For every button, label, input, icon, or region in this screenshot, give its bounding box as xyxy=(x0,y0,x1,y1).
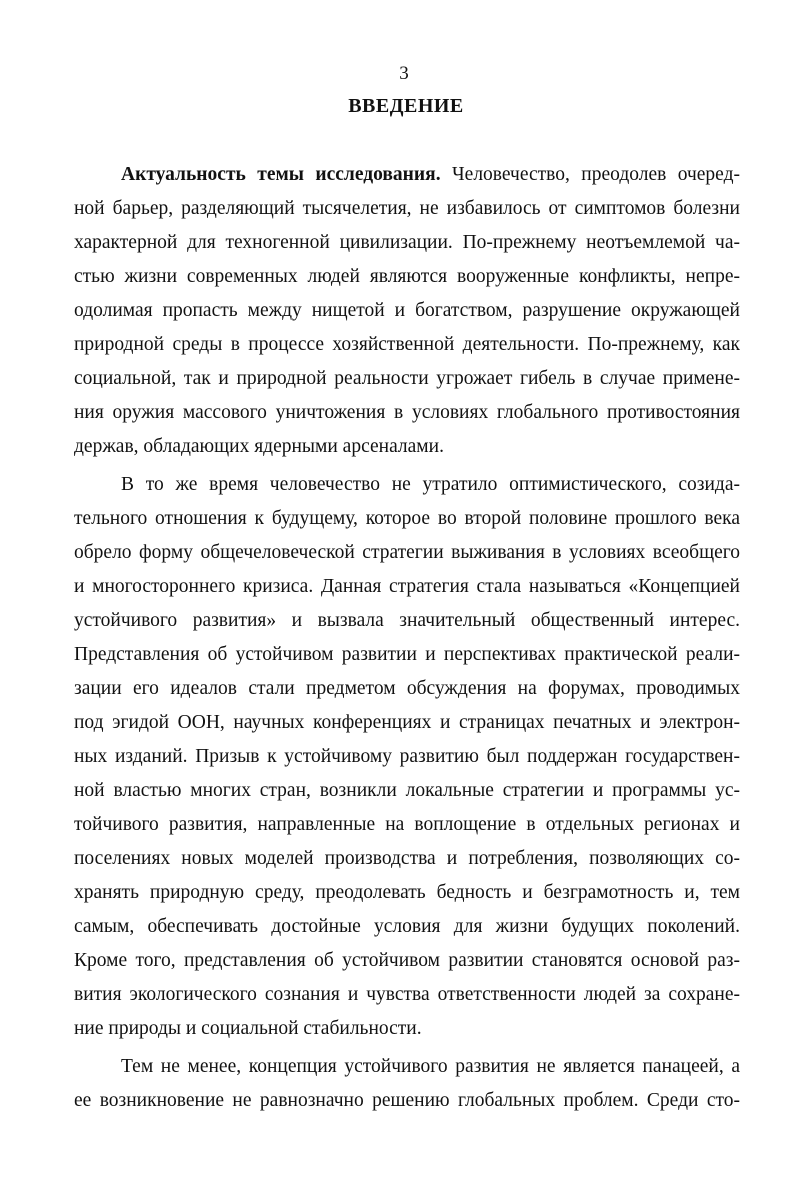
paragraph-3-line-2: ее возникновение не равнозначно решению глобальных проблем. Среди сто- xyxy=(74,1090,740,1111)
paragraph-3-line-1: Тем не менее, концепция устойчивого развития не является панацеей, а xyxy=(121,1056,740,1077)
paragraph-1-line-2: ной барьер, разделяющий тысячелетия, не избавилось от симптомов болезни xyxy=(74,198,740,219)
paragraph-2-line-6: Представления об устойчивом развитии и перспективах практической реали- xyxy=(74,644,740,665)
paragraph-2-line-15: Кроме того, представления об устойчивом развитии становятся основой раз- xyxy=(74,950,740,971)
paragraph-2-line-14: самым, обеспечивать достойные условия для жизни будущих поколений. xyxy=(74,916,740,937)
paragraph-2-line-17: ние природы и социальной стабильности. xyxy=(74,1018,422,1039)
page-number: 3 xyxy=(399,63,409,84)
paragraph-2-line-2: тельного отношения к будущему, которое во второй половине прошлого века xyxy=(74,508,740,529)
paragraph-lead: Актуальность темы исследования. xyxy=(121,164,441,185)
paragraph-2-line-13: хранять природную среду, преодолевать бедность и безграмотность и, тем xyxy=(74,882,740,903)
paragraph-2-line-7: зации его идеалов стали предметом обсуждения на форумах, проводимых xyxy=(74,678,740,699)
paragraph-text: Человечество, преодолев очеред- xyxy=(440,164,740,185)
paragraph-1-line-8: ния оружия массового уничтожения в условиях глобального противостояния xyxy=(74,402,740,423)
paragraph-2-line-1: В то же время человечество не утратило оптимистического, созида- xyxy=(121,474,740,495)
paragraph-2-line-5: устойчивого развития» и вызвала значительный общественный интерес. xyxy=(74,610,740,631)
paragraph-1-line-3: характерной для техногенной цивилизации. По-прежнему неотъемлемой ча- xyxy=(74,232,740,253)
paragraph-2-line-16: вития экологического сознания и чувства ответственности людей за сохране- xyxy=(74,984,740,1005)
paragraph-2-line-11: тойчивого развития, направленные на воплощение в отдельных регионах и xyxy=(74,814,740,835)
paragraph-2-line-8: под эгидой ООН, научных конференциях и страницах печатных и электрон- xyxy=(74,712,740,733)
paragraph-1-line-7: социальной, так и природной реальности угрожает гибель в случае примене- xyxy=(74,368,740,389)
paragraph-1-line-1 xyxy=(121,163,740,187)
paragraph-1-line-6: природной среды в процессе хозяйственной деятельности. По-прежнему, как xyxy=(74,334,740,355)
paragraph-2-line-10: ной властью многих стран, возникли локальные стратегии и программы ус- xyxy=(74,780,740,801)
paragraph-2-line-12: поселениях новых моделей производства и потребления, позволяющих со- xyxy=(74,848,740,869)
section-heading: ВВЕДЕНИЕ xyxy=(348,95,464,117)
paragraph-1-line-5: одолимая пропасть между нищетой и богатством, разрушение окружающей xyxy=(74,300,740,321)
paragraph-2-line-3: обрело форму общечеловеческой стратегии выживания в условиях всеобщего xyxy=(74,542,740,563)
paragraph-2-line-4: и многостороннего кризиса. Данная стратегия стала называться «Концепцией xyxy=(74,576,740,597)
paragraph-1-line-4: стью жизни современных людей являются вооруженные конфликты, непре- xyxy=(74,266,740,287)
paragraph-2-line-9: ных изданий. Призыв к устойчивому развитию был поддержан государствен- xyxy=(74,746,740,767)
paragraph-1-line-9: держав, обладающих ядерными арсеналами. xyxy=(74,436,444,457)
